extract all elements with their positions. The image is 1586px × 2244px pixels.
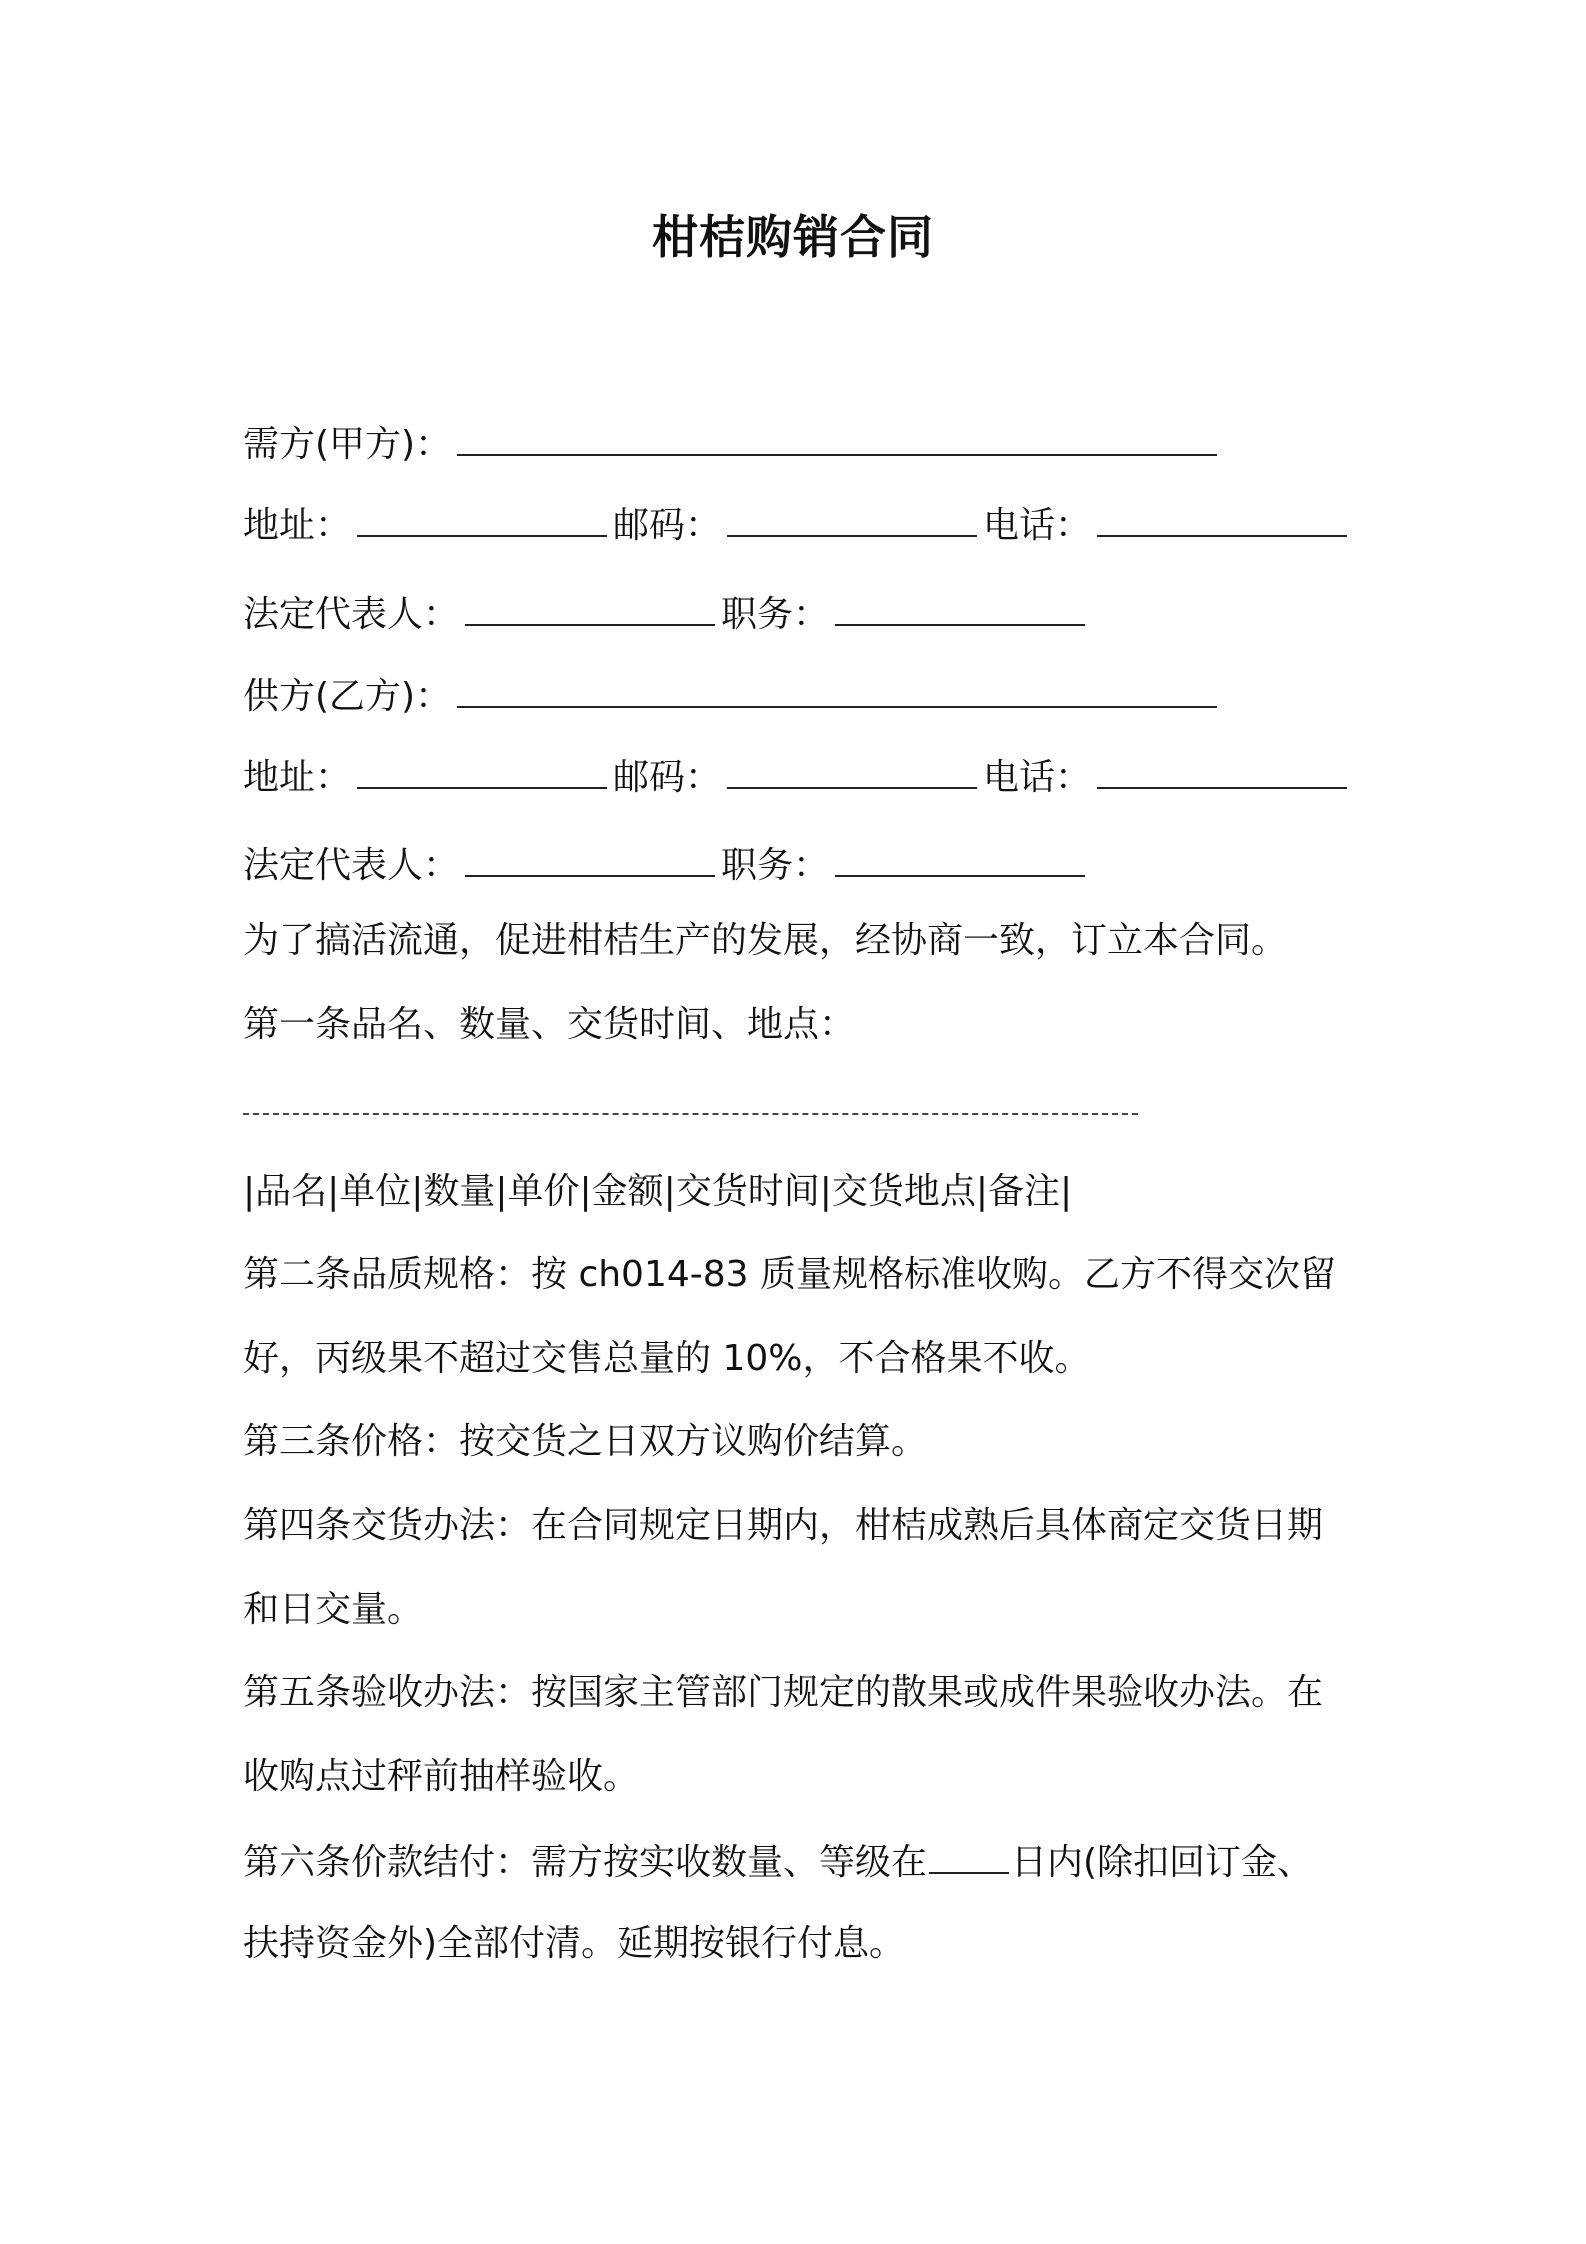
seller-phone-label: 电话： — [983, 757, 1092, 798]
buyer-position-blank[interactable] — [835, 594, 1085, 626]
seller-address-label: 地址： — [243, 757, 352, 798]
article-2-line-2: 好，丙级果不超过交售总量的 10%，不合格果不收。 — [243, 1338, 1091, 1379]
buyer-position-label: 职务： — [721, 594, 830, 635]
buyer-address-blank[interactable] — [357, 505, 607, 537]
seller-phone-blank[interactable] — [1097, 757, 1347, 789]
article-2-line-1: 第二条品质规格：按 ch014-83 质量规格标准收购。乙方不得交次留 — [243, 1254, 1337, 1295]
article-1: 第一条品名、数量、交货时间、地点： — [243, 1004, 856, 1045]
seller-postcode-blank[interactable] — [727, 757, 977, 789]
seller-rep-row — [243, 845, 1091, 884]
article-6-line-2: 扶持资金外)全部付清。延期按银行付息。 — [243, 1923, 906, 1964]
seller-rep-label: 法定代表人： — [243, 845, 460, 886]
article-3: 第三条价格：按交货之日双方议购价结算。 — [243, 1421, 928, 1462]
buyer-name-blank[interactable] — [457, 424, 1217, 456]
buyer-rep-row — [243, 594, 1091, 633]
seller-position-blank[interactable] — [835, 845, 1085, 877]
buyer-postcode-blank[interactable] — [727, 505, 977, 537]
buyer-phone-label: 电话： — [983, 505, 1092, 546]
payment-days-blank[interactable] — [929, 1842, 1009, 1874]
article-6-text-a: 第六条价款结付：需方按实收数量、等级在 — [243, 1842, 928, 1883]
buyer-postcode-label: 邮码： — [613, 505, 722, 546]
article-5-line-1: 第五条验收办法：按国家主管部门规定的散果或成件果验收办法。在 — [243, 1672, 1324, 1713]
seller-name-row — [243, 676, 1223, 715]
seller-address-blank[interactable] — [357, 757, 607, 789]
buyer-name-row — [243, 424, 1223, 463]
article-6-text-b: 日内(除扣回订金、 — [1011, 1842, 1314, 1883]
article-5-line-2: 收购点过秤前抽样验收。 — [243, 1756, 640, 1797]
article-4-line-2: 和日交量。 — [243, 1589, 424, 1630]
buyer-name-label: 需方(甲方)： — [243, 424, 452, 465]
seller-address-row — [243, 757, 1353, 796]
article-6-line-1 — [243, 1842, 1313, 1881]
document-title: 柑桔购销合同 — [652, 210, 934, 264]
preamble: 为了搞活流通，促进柑桔生产的发展，经协商一致，订立本合同。 — [243, 920, 1288, 961]
buyer-address-row — [243, 505, 1353, 544]
buyer-rep-label: 法定代表人： — [243, 594, 460, 635]
buyer-address-label: 地址： — [243, 505, 352, 546]
article-4-line-1: 第四条交货办法：在合同规定日期内，柑桔成熟后具体商定交货日期 — [243, 1505, 1324, 1546]
buyer-rep-blank[interactable] — [465, 594, 715, 626]
seller-rep-blank[interactable] — [465, 845, 715, 877]
seller-postcode-label: 邮码： — [613, 757, 722, 798]
seller-name-label: 供方(乙方)： — [243, 676, 452, 717]
table-header-row: |品名|单位|数量|单价|金额|交货时间|交货地点|备注| — [243, 1171, 1073, 1212]
seller-name-blank[interactable] — [457, 676, 1217, 708]
dashed-separator — [243, 1113, 1138, 1115]
seller-position-label: 职务： — [721, 845, 830, 886]
buyer-phone-blank[interactable] — [1097, 505, 1347, 537]
